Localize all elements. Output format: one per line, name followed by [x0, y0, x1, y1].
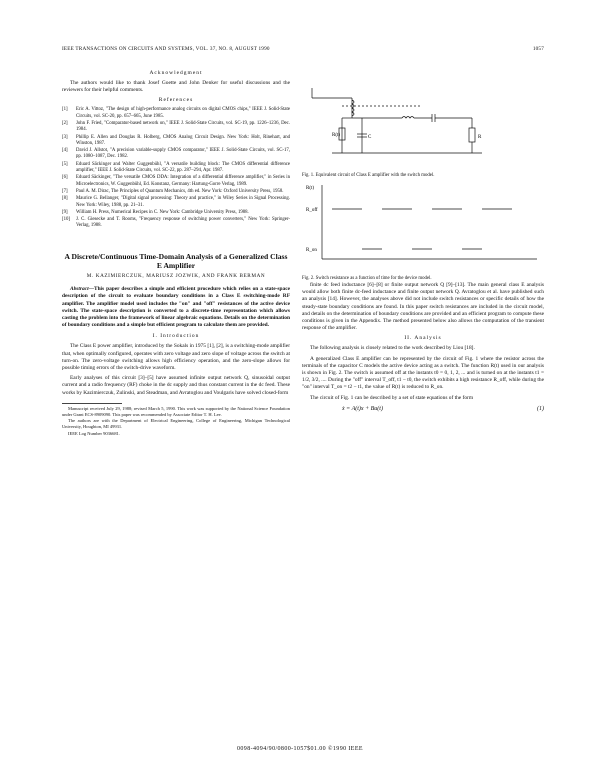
intro-paragraph-2: Early analyses of this circuit [3]–[5] have assumed infinite output network Q, sinusoidal output current and a radio frequency (RF) choke in the dc supply and thus constant current in the dc feed. These works by Kazimierczuk, Zulinski, and Steadman, and Avratoglou and Voulgaris have solved closed-form	[62, 375, 290, 396]
right-paragraph-4: The circuit of Fig. 1 can be described by a set of state equations of the form	[310, 394, 474, 401]
ack-heading: Acknowledgment	[149, 70, 203, 76]
footnote: IEEE Log Number 9036681.	[68, 430, 120, 436]
reference-item: [10] J. C. Giesecke and T. Rooms, "Frequency response of switching power converters," New York: Springer-Verlag, 1988.	[62, 217, 290, 229]
analysis-heading: II. Analysis	[404, 335, 442, 342]
reference-list	[62, 107, 290, 229]
equation-body: ẋ = A(t)x + Bu(t)	[342, 405, 383, 412]
fig2-roff-label: R_off	[306, 208, 318, 213]
reference-item: [8] Maurice G. Bellanger, "Digital signal processing: Theory and practice," in Wiley Series in Signal Processing. New York: Wiley, 1988, pp. 21–31.	[62, 196, 290, 208]
right-column	[302, 68, 544, 416]
abstract-text: —This paper describes a simple and efficient procedure which relies on a state-space description of the circuit to evaluate boundary conditions in a Class E switching-mode RF amplifier. The amplifier model used includes the "on" and "off" resistances of the active device switch. The state-space description is converted to a discrete-time representation which allows casting the problem into the framework of linear algebraic equations. Details on the determination of boundary conditions and a simple but efficient program to calculate them are provided.	[62, 286, 290, 329]
figure-1-circuit	[302, 68, 544, 168]
reference-item: [7] Paul A. M. Dirac, The Principles of Quantum Mechanics, 4th ed. New York: Oxford University Press, 1958.	[62, 188, 284, 194]
fig2-ron-label: R_on	[306, 248, 317, 253]
figure-2-waveform	[302, 179, 544, 271]
figure-2-caption: Fig. 2. Switch resistance as a function of time for the device model.	[302, 276, 432, 281]
equation-number: (1)	[537, 405, 544, 412]
resistor-label: R(t)	[332, 133, 341, 138]
footnote-rule	[62, 403, 122, 404]
equation-1	[342, 406, 544, 412]
article-title: A Discrete/Continuous Time-Domain Analysis of a Generalized Class E Amplifier	[64, 251, 288, 270]
right-paragraph-3: A generalized Class E amplifier can be represented by the circuit of Fig. 1 where the resistor across the terminals of the capacitor C models the active device acting as a switch. The function R(t) used in our analysis is shown in Fig. 2. The switch is assumed off at the instants t0 = 0, 1, 2, ... and is turned on at the instants t1 = 1/2, 3/2, .... During the "off" interval T_off, t1 − t0, the switch exhibits a high resistance R_off, while during the "on" interval T_on = t2 − t1, the value of R(t) is reduced to R_on.	[302, 355, 544, 391]
running-title: IEEE TRANSACTIONS ON CIRCUITS AND SYSTEMS, VOL. 37, NO. 8, AUGUST 1990	[62, 46, 270, 52]
figure-1-caption: Fig. 1. Equivalent circuit of Class E amplifier with the switch model.	[302, 173, 435, 178]
abstract	[62, 286, 290, 329]
load-label: R	[478, 135, 482, 140]
right-paragraph-1: finite dc feed inductance [6]–[8] or finite output network Q [9]–[13]. The main general class E analysis would allow both finite dc-feed inductance and finite output network Q. Avratoglou et al. have published such an analysis [14]. However, the analyses above did not include switch resistances or specific details of how the steady-state boundary conditions are found. In this paper switch resistances are included in the circuit model, and details on the determination of boundary conditions are provided and an efficient program to compute these conditions is given in the Appendix. The method presented below also allows the computation of the transient response of the amplifier.	[302, 282, 544, 332]
reference-item: [3] Phillip E. Allen and Douglas R. Holberg, CMOS Analog Circuit Design. New York: Holt, Rinehart, and Winston, 1987.	[62, 134, 290, 146]
intro-paragraph-1: The Class E power amplifier, introduced by the Sokals in 1975 [1], [2], is a switching-mode amplifier that, when optimally configured, operates with zero voltage and zero slope of voltage across the switch at turn-on. The zero-voltage switching allows high efficiency operation, and the zero-slope allows for possible timing errors of the switch-drive waveform.	[62, 343, 290, 371]
running-header	[62, 46, 544, 52]
reference-item: [1] Eric A. Vittoz, "The design of high-performance analog circuits on digital CMOS chips," IEEE J. Solid-State Circuits, vol. SC-20, pp. 657–665, June 1985.	[62, 107, 290, 119]
left-column	[62, 68, 290, 438]
intro-heading: I. Introduction	[152, 333, 200, 340]
reference-item: [6] Eduard Säckinger, "The versatile CMOS DDA: Integration of a differential difference amplifier," in Series in Microelectronics, W. Guggenbühl, Ed. Konstanz, Germany: Hartung-Gorre Verlag, 1989.	[62, 175, 290, 187]
fig2-ylabel: R(t)	[306, 186, 315, 191]
series-inductor	[402, 117, 414, 119]
load-resistor	[469, 128, 475, 142]
reference-item: [9] William H. Press, Numerical Recipes in C. New York: Cambridge University Press, 1988.	[62, 209, 249, 215]
reference-item: [4] David J. Allstot, "A precision variable-supply CMOS comparator," IEEE J. Solid-State Circuits, vol. SC-17, pp. 1080–1087, Dec. 1982.	[62, 148, 290, 160]
footnote: The authors are with the Department of Electrical Engineering, College of Engineering, Michigan Technological University, Houghton, MI 49931.	[62, 418, 290, 430]
reference-item: [2] John F. Fried, "Comparator-based network on," IEEE J. Solid-State Circuits, vol. SC-19, pp. 1226–1236, Dec. 1984.	[62, 121, 290, 133]
right-paragraph-2: The following analysis is closely related to the work described by Liou [18].	[310, 345, 475, 352]
references-heading: References	[158, 97, 194, 104]
reference-item: [5] Eduard Säckinger and Walter Guggenbühl, "A versatile building block: The CMOS differential difference amplifier," IEEE J. Solid-State Circuits, vol. SC-22, pp. 287–294, Apr. 1987.	[62, 161, 290, 174]
copyright-line: 0098-4094/90/0800-1057$01.00 ©1990 IEEE	[237, 746, 363, 752]
capacitor-label: C	[368, 135, 372, 140]
page-number: 1057	[532, 46, 544, 52]
article-authors: M. KAZIMIERCZUK, MARIUSZ JOZWIK, AND FRANK BERMAN	[86, 273, 266, 280]
abstract-label: Abstract	[70, 286, 89, 293]
footnote: Manuscript received July 29, 1988; revised March 5, 1990. This work was supported by the National Science Foundation under Grant ECS-8909090. This paper was recommended by Associate Editor T. H. Lee.	[62, 405, 290, 417]
ack-text: The authors would like to thank Josef Goette and John Denker for useful discussions and the reviewers for their helpful comments.	[62, 80, 290, 94]
